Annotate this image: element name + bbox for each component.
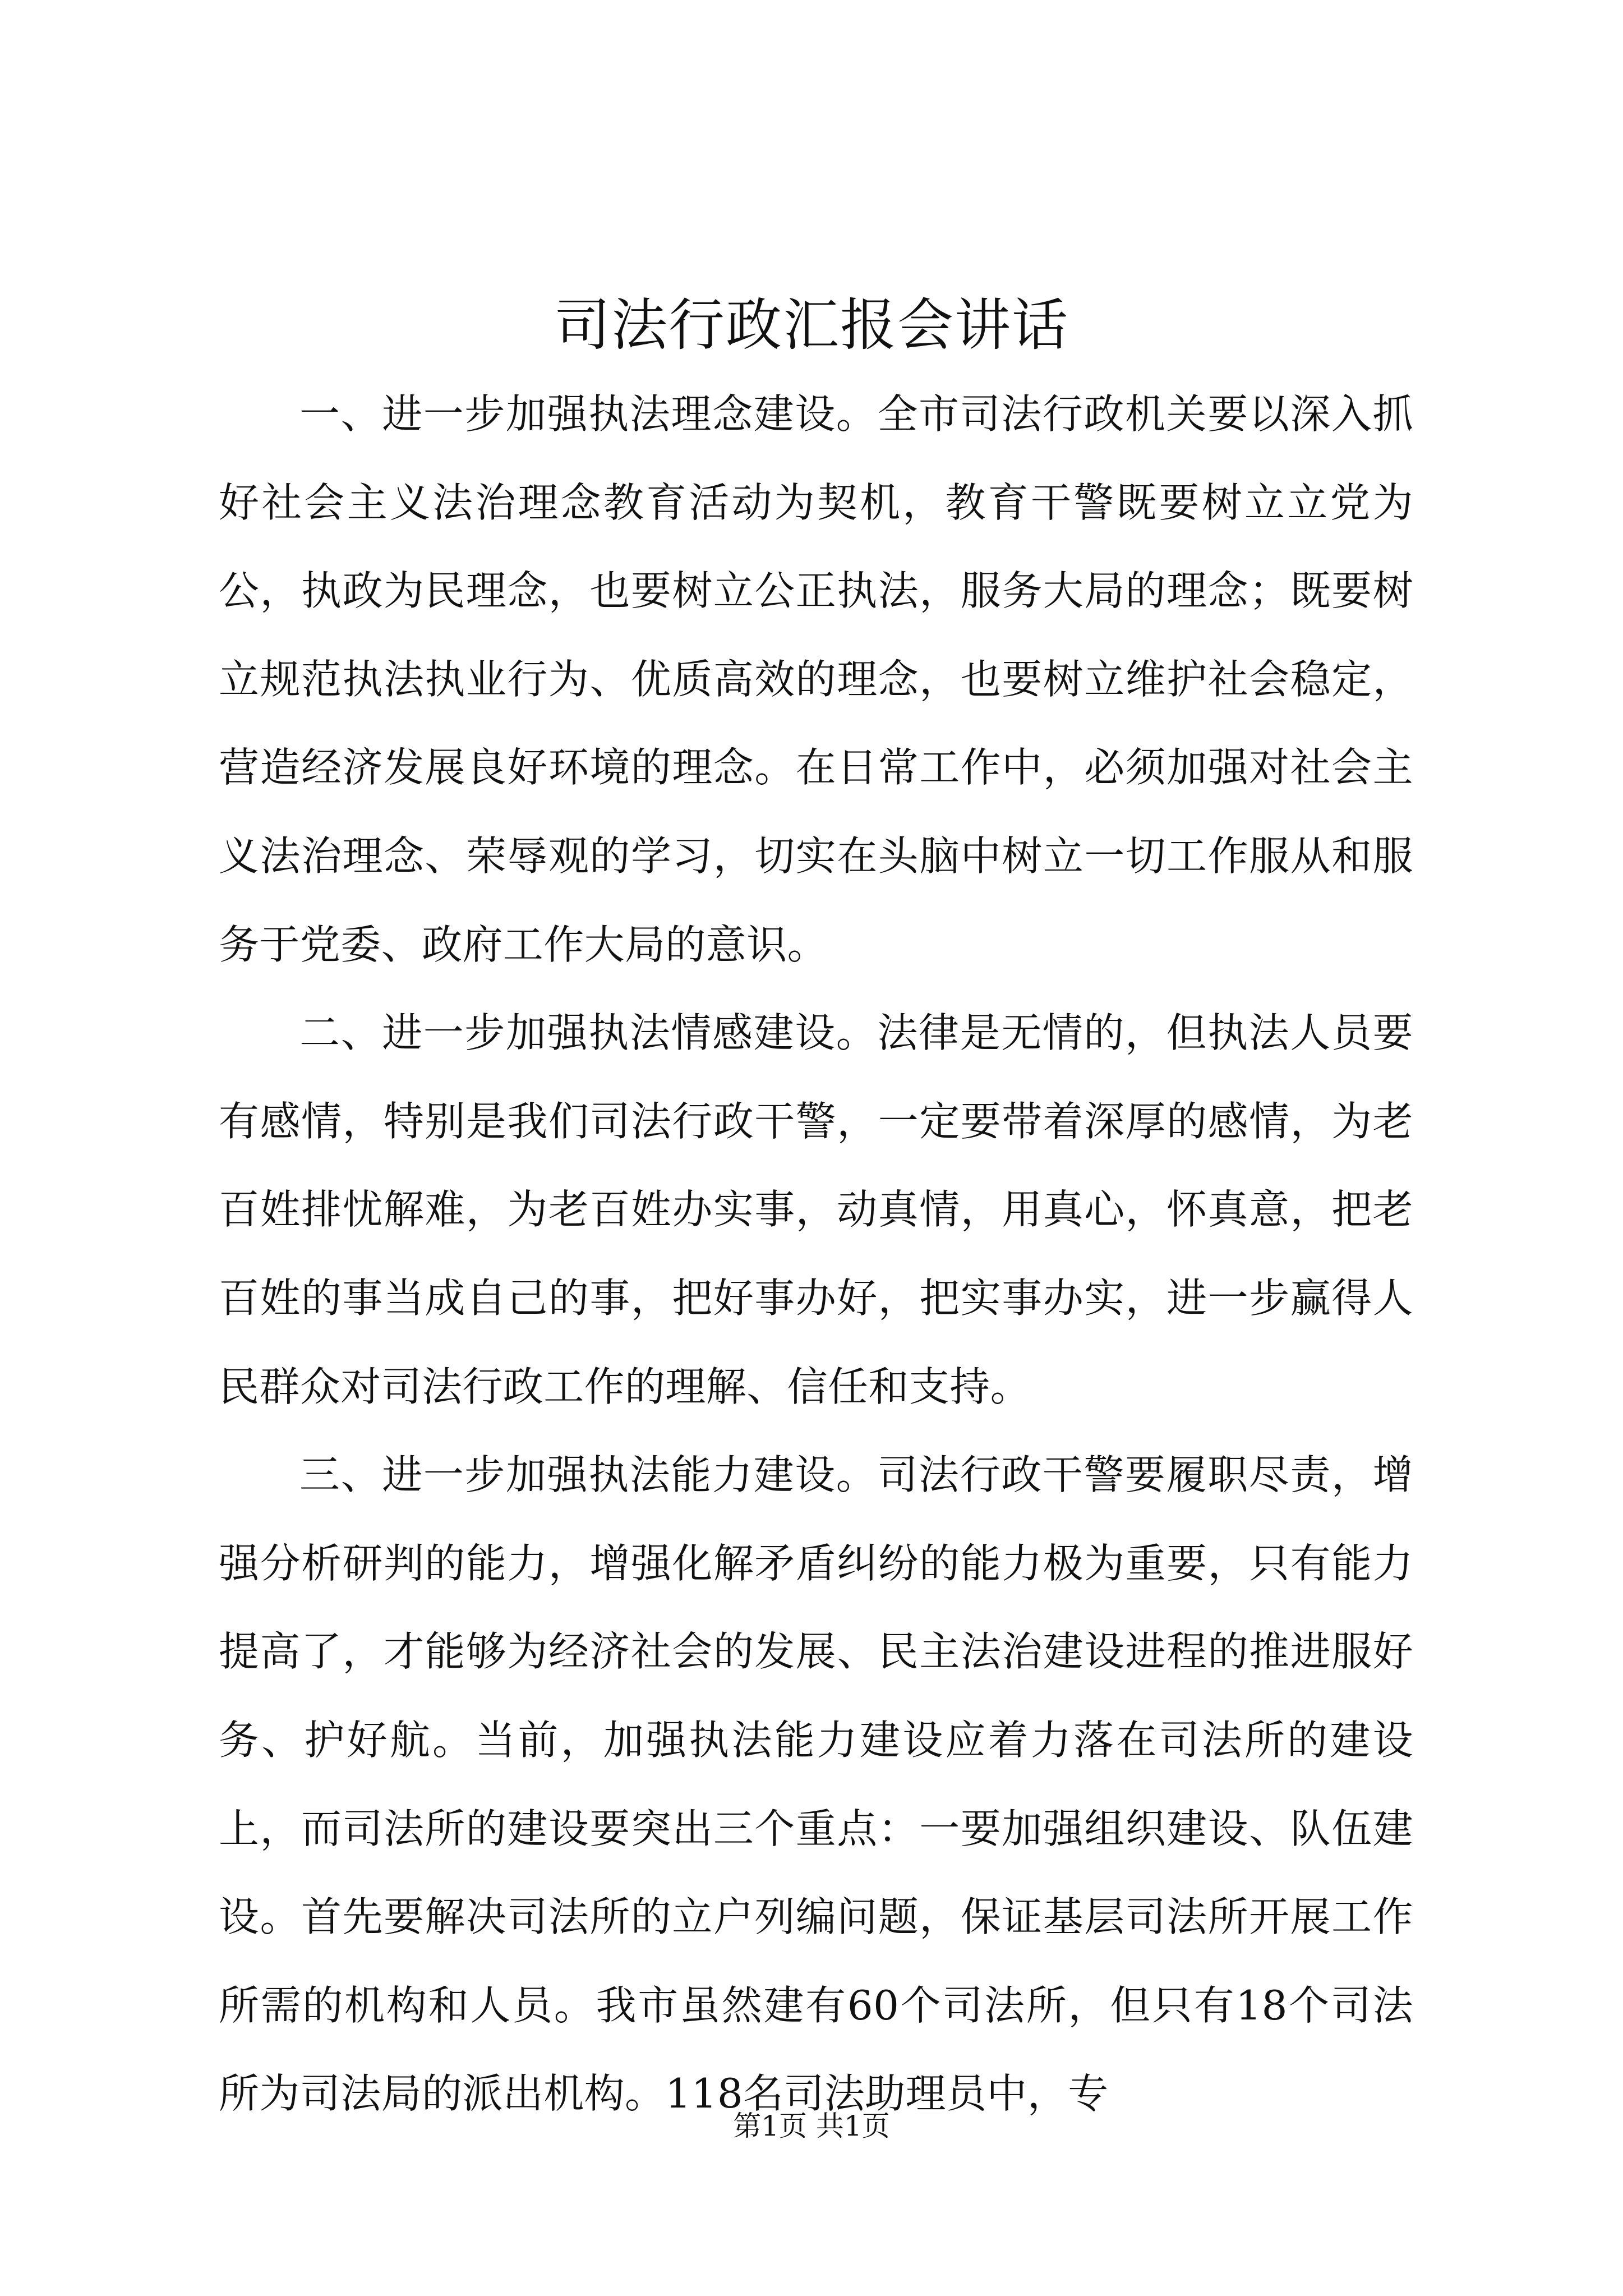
paragraph-3: 三、进一步加强执法能力建设。司法行政干警要履职尽责，增强分析研判的能力，增强化解矛盾纠纷的能力极为重要，只有能力提高了，才能够为经济社会的发展、民主法治建设进程的推进服好务、护好航。当前，加强执法能力建设应着力落在司法所的建设上，而司法所的建设要突出三个重点：一要加强组织建设、队伍建设。首先要解决司法所的立户列编问题，保证基层司法所开展工作所需的机构和人员。我市虽然建有60个司法所，但只有18个司法所为司法局的派出机构。118名司法助理员中，专	[219, 1451, 1413, 2118]
document-title: 司法行政汇报会讲话	[554, 292, 1069, 358]
paragraph-2: 二、进一步加强执法情感建设。法律是无情的，但执法人员要有感情，特别是我们司法行政干警，一定要带着深厚的感情，为老百姓排忧解难，为老百姓办实事，动真情，用真心，怀真意，把老百姓的事当成自己的事，把好事办好，把实事办实，进一步赢得人民群众对司法行政工作的理解、信任和支持。	[219, 1009, 1413, 1410]
document-body	[219, 370, 1413, 2138]
page-footer: 第1页 共1页	[733, 2110, 890, 2142]
paragraph-1: 一、进一步加强执法理念建设。全市司法行政机关要以深入抓好社会主义法治理念教育活动为契机，教育干警既要树立立党为公，执政为民理念，也要树立公正执法，服务大局的理念；既要树立规范执法执业行为、优质高效的理念，也要树立维护社会稳定，营造经济发展良好环境的理念。在日常工作中，必须加强对社会主义法治理念、荣辱观的学习，切实在头脑中树立一切工作服从和服务于党委、政府工作大局的意识。	[219, 390, 1413, 968]
